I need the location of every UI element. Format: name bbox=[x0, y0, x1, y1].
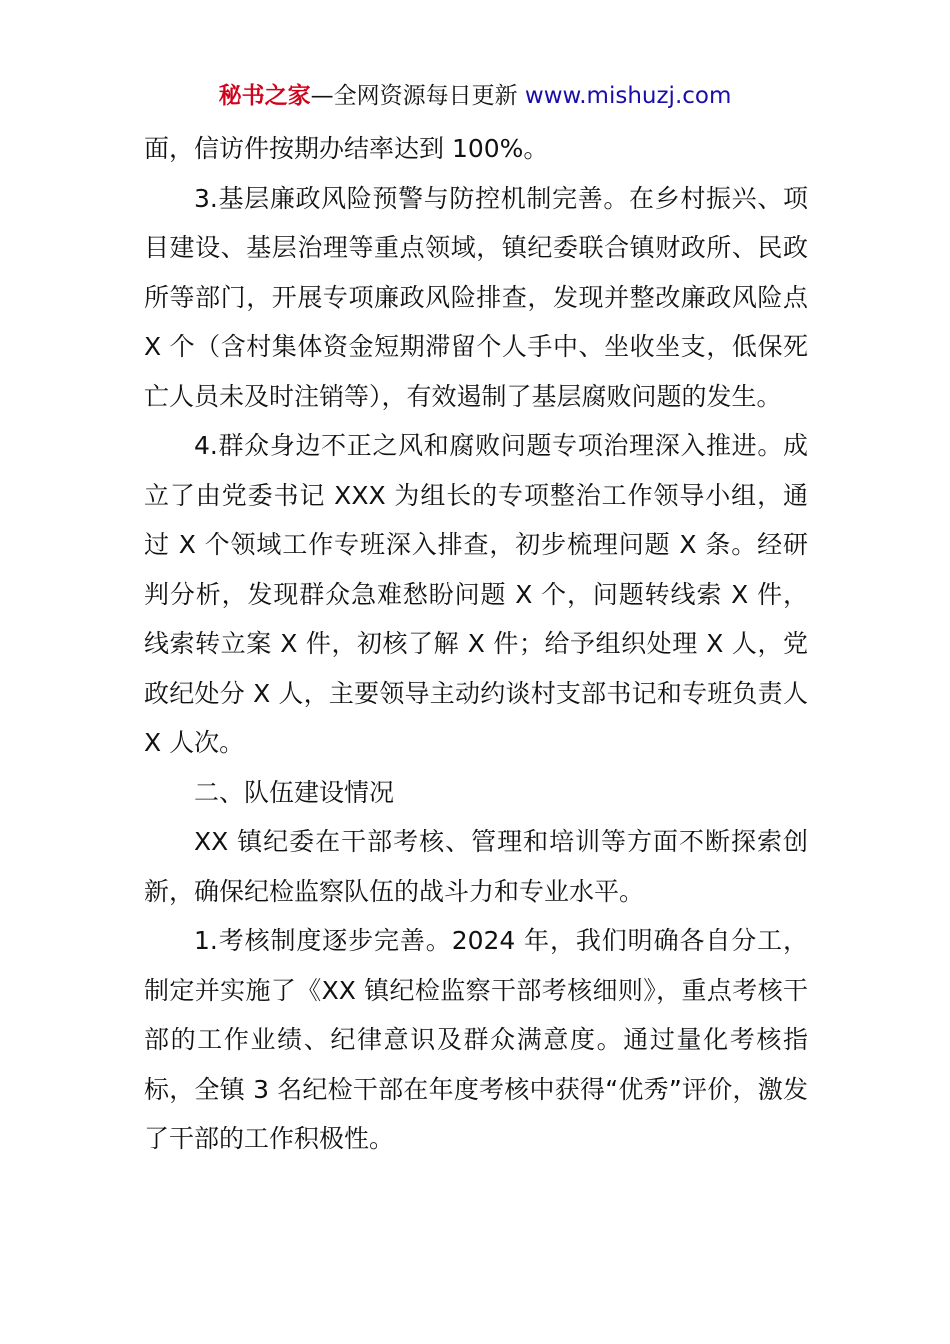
section-heading-team-building: 二、队伍建设情况 bbox=[194, 777, 395, 807]
paragraph-risk-prevention: 3.基层廉政风险预警与防控机制完善。在乡村振兴、项目建设、基层治理等重点领域，镇纪委联合镇财政所、民政所等部门，开展专项廉政风险排查，发现并整改廉政风险点 X 个（含村集体资金短期滞留个人手中、坐收坐支，低保死亡人员未及时注销等），有效遏制了基层腐败问题的发生。 bbox=[144, 183, 808, 411]
site-tagline: —全网资源每日更新 bbox=[310, 83, 525, 109]
site-url-link[interactable]: www.mishuzj.com bbox=[524, 83, 732, 109]
site-header bbox=[0, 80, 950, 112]
paragraph-special-governance: 4.群众身边不正之风和腐败问题专项治理深入推进。成立了由党委书记 XXX 为组长的专项整治工作领导小组，通过 X 个领域工作专班深入排查，初步梳理问题 X 条。经研判分析，发现群众急难愁盼问题 X 个，问题转线索 X 件，线索转立案 X 件，初核了解 X 件；给予组织处理 X 人，党政纪处分 X 人，主要领导主动约谈村支部书记和专班负责人 X 人次。 bbox=[144, 431, 808, 757]
site-brand: 秘书之家 bbox=[218, 83, 311, 109]
paragraph-assessment-system: 1.考核制度逐步完善。2024 年，我们明确各自分工，制定并实施了《XX 镇纪检监察干部考核细则》，重点考核干部的工作业绩、纪律意识及群众满意度。通过量化考核指标，全镇 3 名纪检干部在年度考核中获得“优秀”评价，激发了干部的工作积极性。 bbox=[144, 926, 808, 1153]
paragraph-continuation: 面，信访件按期办结率达到 100%。 bbox=[144, 134, 549, 163]
paragraph-team-intro: XX 镇纪委在干部考核、管理和培训等方面不断探索创新，确保纪检监察队伍的战斗力和专业水平。 bbox=[144, 827, 808, 906]
document-body bbox=[144, 124, 808, 1164]
